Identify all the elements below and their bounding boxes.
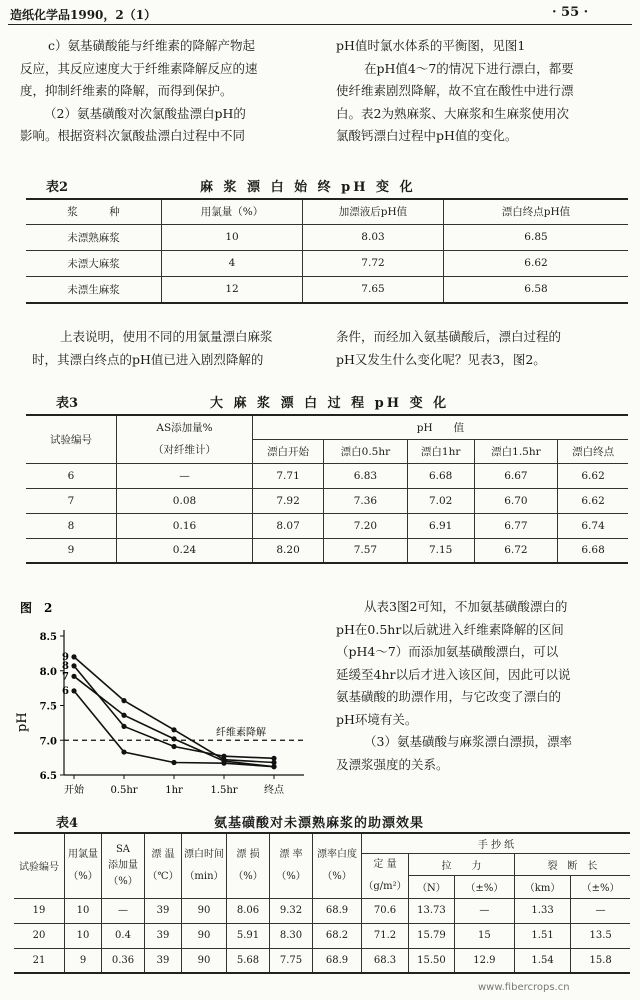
table4-cell: 90	[182, 948, 227, 973]
table4-cell: 71.2	[362, 923, 409, 948]
table4-cell: 12.9	[454, 948, 514, 973]
table4-cell: 15.50	[409, 948, 455, 973]
data-point	[171, 760, 176, 765]
table3-subheader: 漂白终点	[558, 439, 628, 463]
table4-cell: 9.32	[270, 898, 313, 923]
table3-cell: 8.07	[253, 513, 324, 538]
table4-header-break: 裂 断 长	[514, 853, 630, 876]
paragraph-line: c）氨基磺酸能与纤维素的降解产物起	[48, 38, 256, 53]
table4-header-cl	[65, 833, 102, 898]
table4-cell: 1.33	[514, 898, 570, 923]
table4-header-handsheet: 手 抄 纸	[362, 833, 631, 853]
table4-header-unit: （g/m²）	[363, 880, 407, 892]
table3-cell: 6.68	[407, 463, 474, 488]
table2-header: 浆 种	[26, 199, 162, 224]
data-point	[221, 757, 226, 762]
y-axis-label: pH	[15, 712, 30, 732]
table4-cell: 8.06	[227, 898, 270, 923]
y-tick-label: 7.0	[39, 736, 57, 748]
table2	[26, 198, 628, 304]
x-tick-label: 1.5hr	[210, 785, 238, 796]
table4-cell: 21	[14, 948, 65, 973]
table4-header: 试验编号	[14, 833, 65, 898]
table4-cell: 70.6	[362, 898, 409, 923]
table4-cell: 20	[14, 923, 65, 948]
page-number: · 55 ·	[552, 5, 589, 20]
y-tick-label: 8.5	[39, 632, 57, 643]
series-label: 6	[62, 685, 69, 697]
table4-cell: 10	[65, 923, 102, 948]
data-point	[171, 744, 176, 749]
table4-cell: 68.9	[313, 948, 362, 973]
table3-cell: 7.20	[324, 513, 408, 538]
paragraph-line: （2）氨基磺酸对次氯酸盐漂白pH的	[44, 105, 246, 121]
table3-cell: 6.74	[558, 513, 628, 538]
table2-cell: 未漂生麻浆	[26, 276, 162, 303]
data-point	[121, 749, 126, 754]
table3-cell: 6.62	[558, 463, 628, 488]
table4-cell: 7.75	[270, 948, 313, 973]
table4-cell: —	[454, 898, 514, 923]
y-tick-label: 6.5	[39, 771, 57, 782]
table3-cell: 8.20	[253, 538, 324, 563]
table3-subheader: 漂白1hr	[407, 439, 474, 463]
paragraph-line: pH又发生什么变化呢？见表3，图2。	[336, 351, 546, 367]
table4-cell: 8.30	[270, 923, 313, 948]
table4-header-unit: （%）	[322, 870, 352, 882]
right-column	[336, 596, 631, 776]
table4-cell: 15	[454, 923, 514, 948]
series-group	[62, 652, 277, 769]
table4-header-unit: （%）	[276, 870, 306, 882]
table3-cell: 6.70	[474, 488, 558, 513]
table2-cell: 6.62	[444, 250, 629, 276]
table2-cell: 8.03	[303, 224, 444, 250]
table4-subheader: （±%）	[454, 876, 514, 899]
table4-cell: 0.4	[102, 923, 145, 948]
table2-cell: 6.85	[444, 224, 629, 250]
table4-header-rate	[270, 833, 313, 898]
data-point	[121, 713, 126, 718]
table4-header-unit: （%）	[108, 875, 138, 887]
paragraph-line: 条件，而经加入氨基磺酸后，漂白过程的	[336, 329, 562, 344]
table4-subheader: （km）	[514, 876, 570, 899]
table4-header-text: 漂白时间	[184, 848, 224, 860]
table3-subheader: 漂白1.5hr	[474, 439, 558, 463]
paragraph-line: 延缓至4hr以后才进入该区间，因此可以说	[336, 666, 571, 682]
table4-cell: 13.5	[571, 923, 630, 948]
table3-cell: 6	[26, 463, 117, 488]
series-line-7	[74, 676, 274, 766]
table3-cell: 0.16	[117, 513, 253, 538]
table4-cell: —	[571, 898, 630, 923]
table3-cell: 0.24	[117, 538, 253, 563]
paragraph-line: pH环境有关。	[336, 711, 418, 727]
paragraph-line: 氯酸钙漂白过程中pH值的变化。	[336, 128, 518, 143]
table3-cell: 7.36	[324, 488, 408, 513]
table4-header-white	[313, 833, 362, 898]
paragraph-line: （3）氨基磺酸与麻浆漂白漂损，漂率	[364, 734, 572, 749]
table4-cell: 68.2	[313, 923, 362, 948]
table4-subheader: （±%）	[571, 876, 630, 899]
table3	[26, 414, 628, 564]
paragraph-line: 上表说明，使用不同的用氯量漂白麻浆	[60, 329, 273, 344]
header-rule	[8, 24, 632, 25]
paragraph-line: 度，抑制纤维素的降解，而得到保护。	[20, 83, 233, 98]
paragraph-line: pH在0.5hr以后就进入纤维素降解的区间	[336, 621, 564, 637]
table4-cell: 1.51	[514, 923, 570, 948]
table4-header-loss	[227, 833, 270, 898]
top-left-column	[20, 35, 312, 148]
table2-cell: 未漂大麻浆	[26, 250, 162, 276]
paragraph-line: 从表3图2可知，不加氨基磺酸漂白的	[364, 599, 568, 614]
table4-caption: 表4	[56, 816, 79, 831]
table4-header-text: 漂 损	[236, 848, 260, 860]
table2-cell: 12	[162, 276, 303, 303]
table4-header-sa	[102, 833, 145, 898]
reference-annotation: 纤维素降解	[216, 727, 266, 739]
table3-header: 试验编号	[26, 415, 117, 463]
table4-cell: —	[102, 898, 145, 923]
series-label: 8	[62, 660, 69, 672]
paragraph-line: pH值时氯水体系的平衡图，见图1	[336, 38, 526, 53]
paragraph-line: 在pH值4～7的情况下进行漂白，都要	[364, 60, 574, 76]
table4-cell: 90	[182, 898, 227, 923]
table3-header	[117, 415, 253, 463]
table2-header: 加漂液后pH值	[303, 199, 444, 224]
table3-cell: 6.91	[407, 513, 474, 538]
table4-header-text: 定 量	[373, 858, 397, 870]
table4-cell: 9	[65, 948, 102, 973]
table2-cell: 10	[162, 224, 303, 250]
table3-cell: —	[117, 463, 253, 488]
table2-cell: 7.65	[303, 276, 444, 303]
table4-header-basis	[362, 853, 409, 898]
table4-cell: 68.9	[313, 898, 362, 923]
watermark: www.fibercrops.cn	[478, 982, 570, 993]
table3-cell: 6.72	[474, 538, 558, 563]
table2-title: 麻 浆 漂 白 始 终 pH 变 化	[200, 180, 416, 195]
table3-cell: 7.02	[407, 488, 474, 513]
table2-cell: 7.72	[303, 250, 444, 276]
table3-cell: 6.83	[324, 463, 408, 488]
table3-cell: 7.71	[253, 463, 324, 488]
table4-cell: 15.8	[571, 948, 630, 973]
table4-header-unit: （%）	[233, 870, 263, 882]
paragraph-line: 白。表2为熟麻浆、大麻浆和生麻浆使用次	[336, 105, 569, 121]
data-point	[171, 736, 176, 741]
data-point	[71, 663, 76, 668]
figure2-chart	[12, 600, 312, 800]
paragraph-line: 使纤维素剧烈降解，故不宜在酸性中进行漂	[336, 83, 574, 98]
table3-cell: 0.08	[117, 488, 253, 513]
table2-cell: 未漂熟麻浆	[26, 224, 162, 250]
figure2	[12, 600, 312, 800]
paragraph-line: （pH4～7）而添加氨基磺酸漂白，可以	[336, 644, 559, 659]
table4-header-text: 用氯量	[68, 848, 98, 860]
table3-cell: 7	[26, 488, 117, 513]
x-tick-label: 0.5hr	[110, 785, 138, 796]
paragraph-line: 反应，其反应速度大于纤维素降解反应的速	[20, 60, 258, 76]
table3-cell: 8	[26, 513, 117, 538]
table3-subheader: 漂白开始	[253, 439, 324, 463]
paragraph-line: 影响。根据资料次氯酸盐漂白过程中不同	[20, 128, 246, 143]
top-right-column	[336, 35, 631, 148]
y-tick-label: 7.5	[39, 701, 57, 713]
data-point	[71, 688, 76, 693]
table4-header-temp	[145, 833, 182, 898]
table4-header-text: SA	[115, 843, 131, 855]
table4-subheader: （N）	[409, 876, 455, 899]
table3-cell: 6.62	[558, 488, 628, 513]
table2-header: 用氯量（%）	[162, 199, 303, 224]
data-point	[71, 654, 76, 659]
table4-cell: 19	[14, 898, 65, 923]
table4-cell: 13.73	[409, 898, 455, 923]
table4-cell: 90	[182, 923, 227, 948]
data-point	[121, 724, 126, 729]
table3-cell: 6.67	[474, 463, 558, 488]
paragraph-line: 及漂浆强度的关系。	[336, 756, 449, 772]
table4-cell: 1.54	[514, 948, 570, 973]
table4-cell: 5.68	[227, 948, 270, 973]
table3-header-ph: pH 值	[253, 415, 629, 439]
table4-cell: 39	[145, 948, 182, 973]
x-tick-label: 开始	[64, 785, 84, 796]
mid-left-column	[32, 326, 316, 371]
x-ticks	[64, 775, 285, 796]
data-point	[271, 760, 276, 765]
data-point	[71, 674, 76, 679]
figure2-label: 图 2	[20, 601, 53, 615]
table4-header-unit: （℃）	[147, 870, 179, 882]
table4-cell: 0.36	[102, 948, 145, 973]
series-label: 7	[62, 671, 69, 683]
table4-header-time	[182, 833, 227, 898]
y-tick-label: 8.0	[39, 666, 57, 678]
journal-header: 造纸化学品1990，2（1）	[10, 8, 157, 22]
table2-cell: 6.58	[444, 276, 629, 303]
mid-right-column	[336, 326, 631, 371]
table4-header-text: 漂率白度	[317, 848, 357, 860]
table4-header-unit: （min）	[184, 870, 224, 882]
table2-caption: 表2	[46, 180, 69, 195]
y-ticks	[40, 632, 64, 782]
table3-caption: 表3	[56, 396, 79, 411]
table4-header-text: 漂 温	[151, 848, 175, 860]
table4	[14, 832, 630, 974]
table3-header-as-sub: （对纤维计）	[153, 444, 216, 457]
series-label: 9	[62, 651, 69, 663]
table4-cell: 10	[65, 898, 102, 923]
data-point	[171, 727, 176, 732]
paragraph-line: 氨基磺酸的助漂作用，与它改变了漂白的	[336, 689, 562, 704]
table2-cell: 4	[162, 250, 303, 276]
table3-cell: 7.15	[407, 538, 474, 563]
table4-cell: 5.91	[227, 923, 270, 948]
table4-title: 氨基磺酸对未漂熟麻浆的助漂效果	[214, 816, 425, 831]
table4-header-unit: （%）	[68, 870, 98, 882]
table3-cell: 6.68	[558, 538, 628, 563]
paragraph-line: 时，其漂白终点的pH值已进入剧烈降解的	[32, 351, 264, 367]
x-tick-label: 终点	[264, 785, 284, 796]
table3-cell: 7.92	[253, 488, 324, 513]
table4-cell: 68.3	[362, 948, 409, 973]
data-point	[121, 698, 126, 703]
table3-title: 大 麻 浆 漂 白 过 程 pH 变 化	[210, 396, 450, 411]
table4-cell: 39	[145, 923, 182, 948]
table4-cell: 15.79	[409, 923, 455, 948]
x-tick-label: 1hr	[165, 785, 183, 796]
table2-header: 漂白终点pH值	[444, 199, 629, 224]
table3-subheader: 漂白0.5hr	[324, 439, 408, 463]
table4-header-text: 添加量	[108, 859, 138, 871]
table3-header-as: AS添加量%	[156, 422, 213, 435]
table3-cell: 9	[26, 538, 117, 563]
table4-header-tension: 拉 力	[409, 853, 515, 876]
table4-header-text: 漂 率	[279, 848, 303, 860]
table3-cell: 7.57	[324, 538, 408, 563]
table4-cell: 39	[145, 898, 182, 923]
table3-cell: 6.77	[474, 513, 558, 538]
